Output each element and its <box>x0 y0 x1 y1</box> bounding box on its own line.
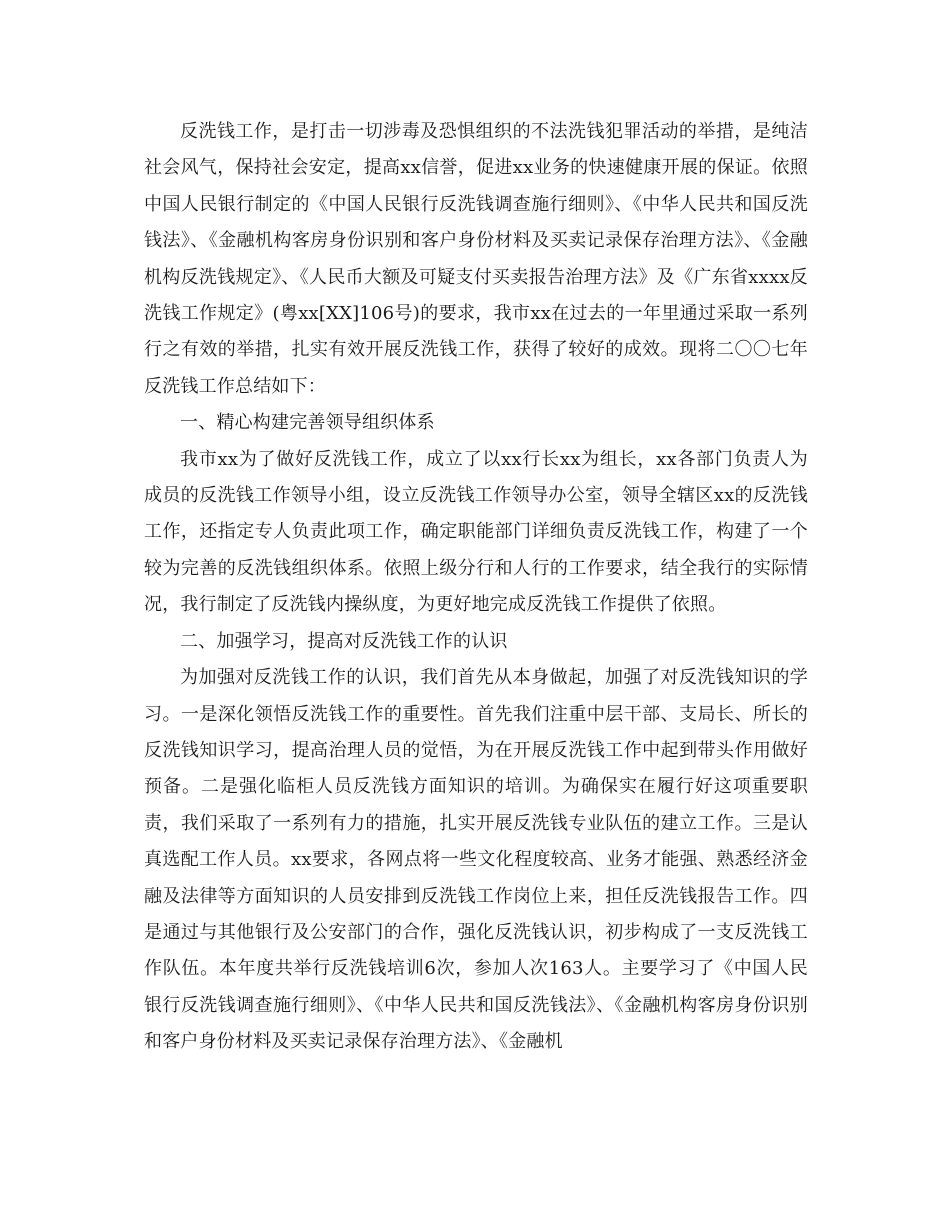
intro-paragraph: 反洗钱工作，是打击一切涉毒及恐惧组织的不法洗钱犯罪活动的举措，是纯洁社会风气，保持社会安定，提高xx信誉，促进xx业务的快速健康开展的保证。依照中国人民银行制定的《中国人民银行反洗钱调查施行细则》、《中华人民共和国反洗钱法》、《金融机构客房身份识别和客户身份材料及买卖记录保存治理方法》、《金融机构反洗钱规定》、《人民币大额及可疑支付买卖报告治理方法》及《广东省xxxx反洗钱工作规定》(粤xx[XX]106号)的要求，我市xx在过去的一年里通过采取一系列行之有效的举措，扎实有效开展反洗钱工作，获得了较好的成效。现将二〇〇七年反洗钱工作总结如下： <box>144 121 808 397</box>
section-1-paragraph: 我市xx为了做好反洗钱工作，成立了以xx行长xx为组长，xx各部门负责人为成员的反洗钱工作领导小组，设立反洗钱工作领导办公室，领导全辖区xx的反洗钱工作，还指定专人负责此项工作，确定职能部门详细负责反洗钱工作，构建了一个较为完善的反洗钱组织体系。依照上级分行和人行的工作要求，结全我行的实际情况，我行制定了反洗钱内操纵度，为更好地完成反洗钱工作提供了依照。 <box>144 448 808 616</box>
section-heading-2: 二、加强学习，提高对反洗钱工作的认识 <box>180 630 508 652</box>
section-2-paragraph: 为加强对反洗钱工作的认识，我们首先从本身做起，加强了对反洗钱知识的学习。一是深化领悟反洗钱工作的重要性。首先我们注重中层干部、支局长、所长的反洗钱知识学习，提高治理人员的觉悟，为在开展反洗钱工作中起到带头作用做好预备。二是强化临柜人员反洗钱方面知识的培训。为确保实在履行好这项重要职责，我们采取了一系列有力的措施，扎实开展反洗钱专业队伍的建立工作。三是认真选配工作人员。xx要求，各网点将一些文化程度较高、业务才能强、熟悉经济金融及法律等方面知识的人员安排到反洗钱工作岗位上来，担任反洗钱报告工作。四是通过与其他银行及公安部门的合作，强化反洗钱认识，初步构成了一支反洗钱工作队伍。本年度共举行反洗钱培训6次，参加人次163人。主要学习了《中国人民银行反洗钱调查施行细则》、《中华人民共和国反洗钱法》、《金融机构客房身份识别和客户身份材料及买卖记录保存治理方法》、《金融机 <box>144 667 808 1053</box>
section-heading-1: 一、精心构建完善领导组织体系 <box>180 412 435 434</box>
document-body <box>144 114 808 1061</box>
